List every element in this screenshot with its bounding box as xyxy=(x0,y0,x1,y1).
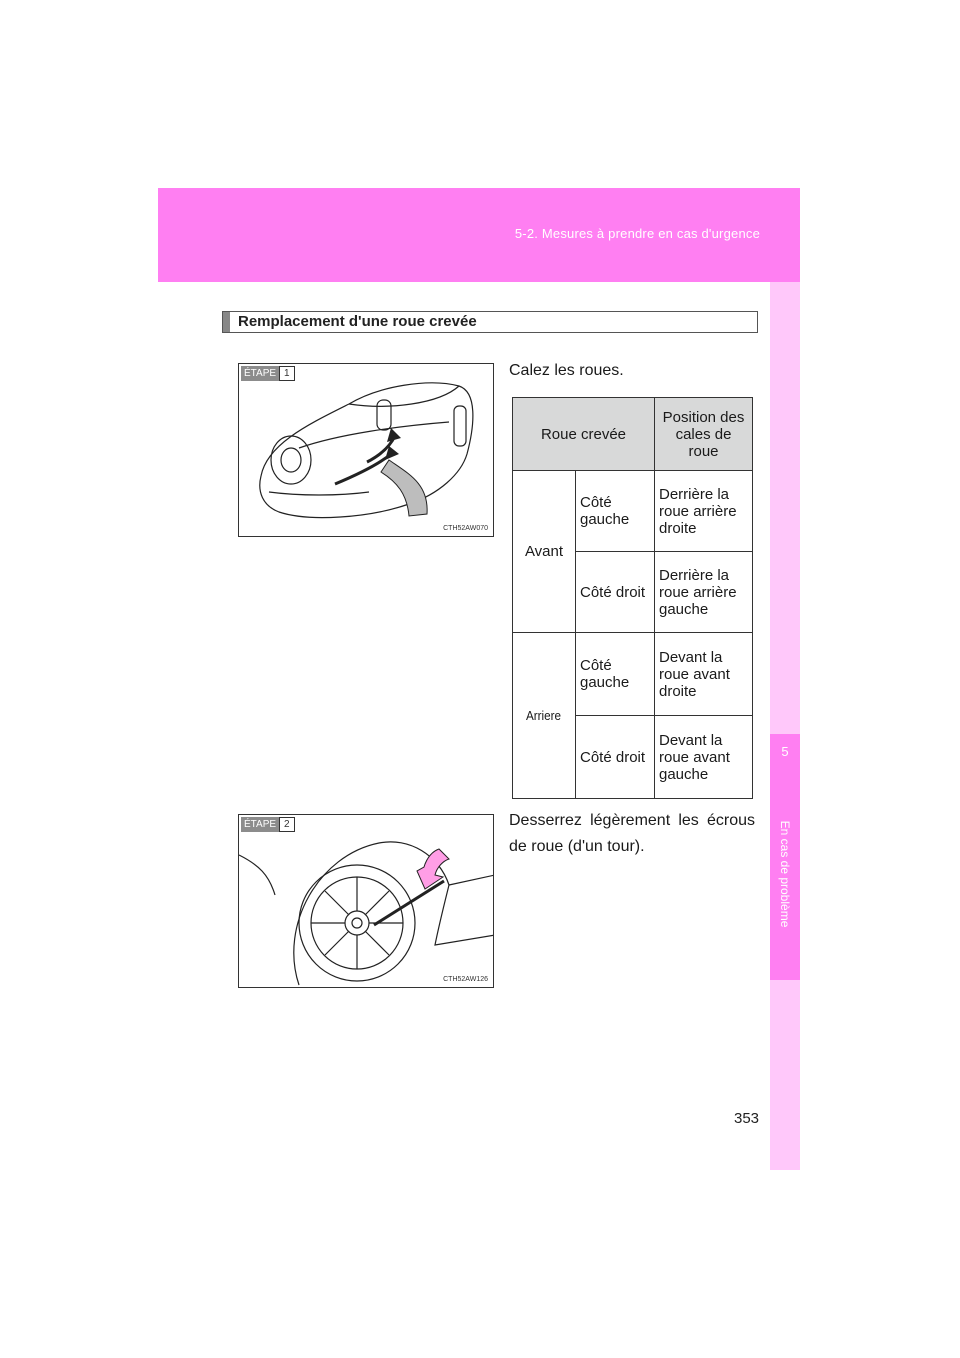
step-number: 1 xyxy=(279,366,295,381)
side-cell: Côté droit xyxy=(576,552,655,633)
section-title: Remplacement d'une roue crevée xyxy=(238,313,477,330)
table-row xyxy=(513,633,753,716)
step-1-badge xyxy=(241,366,295,381)
side-cell: Côté gauche xyxy=(576,633,655,716)
step-1-figure xyxy=(238,363,494,537)
step-2-figure xyxy=(238,814,494,988)
figure-code: CTH52AW070 xyxy=(443,525,488,532)
step-2-badge xyxy=(241,817,295,832)
chapter-side-tab xyxy=(770,282,800,1170)
step-label: ÉTAPE xyxy=(241,366,279,381)
wheel-wrench-illustration xyxy=(239,815,494,988)
chapter-title: En cas de problème xyxy=(778,820,792,928)
position-cell: Derrière la roue arrière droite xyxy=(655,471,753,552)
page-number: 353 xyxy=(734,1110,760,1127)
car-chocks-illustration xyxy=(239,364,494,537)
section-heading xyxy=(222,311,758,333)
position-cell: Devant la roue avant gauche xyxy=(655,716,753,799)
position-cell: Derrière la roue arrière gauche xyxy=(655,552,753,633)
breadcrumb: 5-2. Mesures à prendre en cas d'urgence xyxy=(514,226,760,241)
side-cell: Côté gauche xyxy=(576,471,655,552)
step-1-instruction: Calez les roues. xyxy=(509,362,624,379)
axle-rear-label: Arriere xyxy=(526,708,562,723)
step-2-instruction: Desserrez légèrement les écrous de roue (d'un tour). xyxy=(509,812,755,855)
step-label: ÉTAPE xyxy=(241,817,279,832)
axle-rear xyxy=(513,633,576,799)
chapter-tab-active[interactable] xyxy=(770,734,800,980)
header-band xyxy=(158,188,800,282)
table-header-chock-position: Position des cales de roue xyxy=(655,398,753,471)
position-cell: Devant la roue avant droite xyxy=(655,633,753,716)
table-header-flat-tire: Roue crevée xyxy=(513,398,655,471)
figure-code: CTH52AW126 xyxy=(443,976,488,983)
table-row xyxy=(513,471,753,552)
wheel-chock-table xyxy=(512,397,753,799)
chapter-number: 5 xyxy=(781,744,789,759)
axle-front: Avant xyxy=(513,471,576,633)
step-number: 2 xyxy=(279,817,295,832)
side-cell: Côté droit xyxy=(576,716,655,799)
